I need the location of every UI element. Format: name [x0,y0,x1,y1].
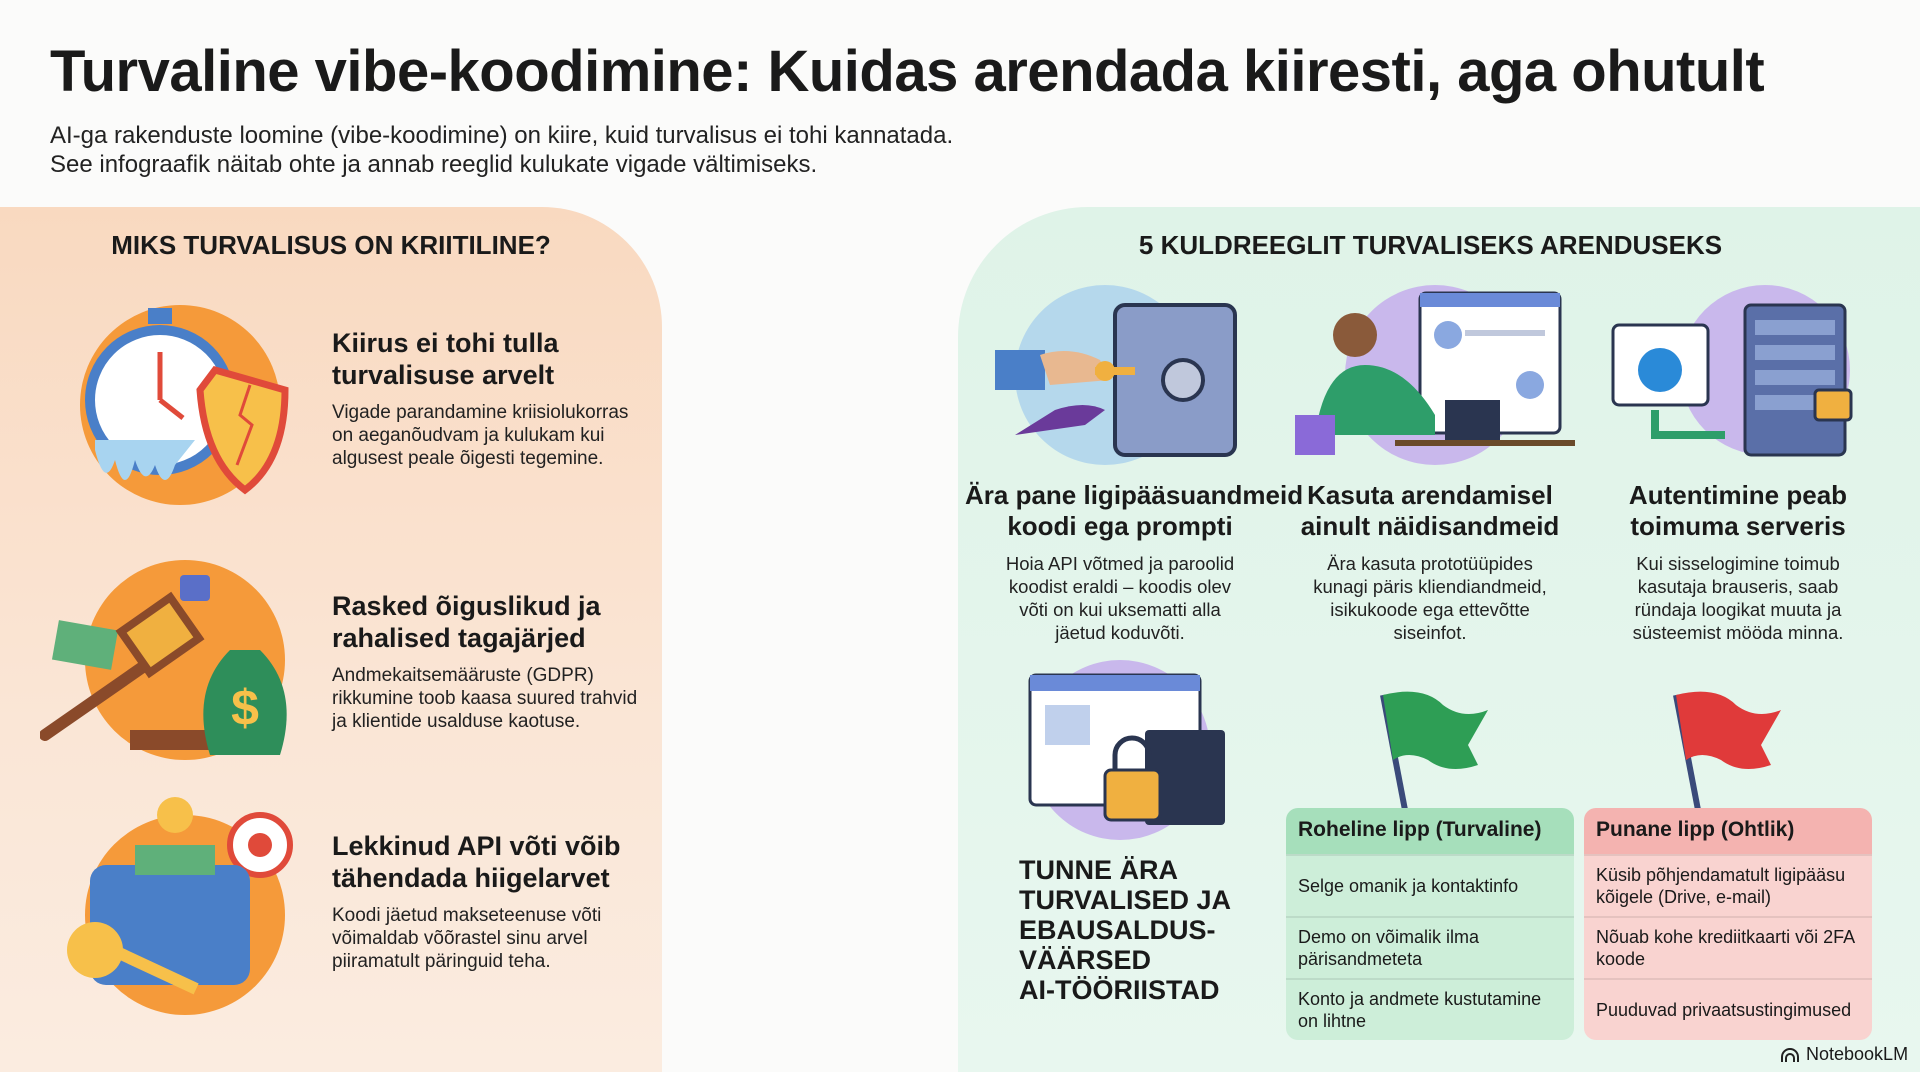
red-table-header: Punane lipp (Ohtlik) [1584,808,1872,854]
browser-server-lock-icon [1605,285,1875,465]
right-heading: 5 KULDREEGLIT TURVALISEKS ARENDUSEKS [1138,230,1723,260]
green-table-row: Selge omanik ja kontaktinfo [1286,854,1574,916]
reason-body: Koodi jäetud makseteenuse võti võimaldab võõrastel sinu arvel piiramatult päringuid teha. [332,905,602,972]
reason-title: Rasked õiguslikud ja rahalised tagajärjed [332,591,601,653]
rule4-line: EBAUSALDUS- [1019,915,1216,945]
reason-item-api-key [332,830,652,973]
red-table-row: Puuduvad privaatsustingimused [1584,978,1872,1040]
reason-item-legal [332,590,652,733]
rule-card-server-auth [1583,480,1893,644]
key-safe-icon [985,285,1255,465]
red-table-row: Nõuab kohe krediitkaarti või 2FA koode [1584,916,1872,978]
reason-body: Vigade parandamine kriisiolukorras on aeganõudvam ja kulukam kui algusest peale õigesti tegemine. [332,402,629,469]
green-table-header: Roheline lipp (Turvaline) [1286,808,1574,854]
left-heading: MIKS TURVALISUS ON KRIITILINE? [111,230,551,260]
rule4-line: VÄÄRSED [1019,945,1152,975]
developer-dummy-profiles-icon [1295,285,1575,465]
green-flag-table [1286,808,1574,1040]
red-flag-icon [1668,685,1788,810]
rule-body: Hoia API võtmed ja paroolid koodist eraldi – koodis olev võti on kui uksematti alla jäetud koduvõti. [1005,553,1235,643]
subtitle-line-2: See infograafik näitab ohte ja annab reeglid kulukate vigade vältimiseks. [50,151,818,178]
rule-title: Autentimine peab [1628,480,1848,510]
green-table-row: Konto ja andmete kustutamine on lihtne [1286,978,1574,1040]
rule-body: Ära kasuta prototüüpides kunagi päris kliendiandmeid, isikukoode ega ettevõtte siseinfot. [1313,553,1547,643]
subtitle-line-1: AI-ga rakenduste loomine (vibe-koodimine) on kiire, kuid turvalisus ei tohi kannatada. [50,122,954,149]
rule4-line: TURVALISED JA [1019,885,1232,915]
rule-card-credentials [965,480,1304,644]
browser-code-lock-icon [1010,655,1240,845]
wallet-key-target-icon [55,790,305,1020]
rule-title: Ära pane ligipääsuandmeid [965,480,1304,510]
rule-body: Kui sisselogimine toimub kasutaja brauseris, saab ründaja loogikat muuta ja süsteemist mööda minna. [1632,553,1844,643]
brand-label: NotebookLM [1806,1044,1909,1064]
rule4-line: AI-TÖÖRIISTAD [1019,975,1220,1005]
rule-title: ainult näidisandmeid [1300,511,1560,541]
red-flag-table [1584,808,1872,1040]
green-table-row: Demo on võimalik ilma pärisandmeteta [1286,916,1574,978]
melting-stopwatch-broken-shield-icon [65,290,305,510]
reason-title: Kiirus ei tohi tulla turvalisuse arvelt [332,328,559,390]
rule-card-ai-tools [1019,855,1239,1005]
svg-text:$: $ [231,680,259,736]
red-table-row: Küsib põhjendamatult ligipääsu kõigele (Drive, e-mail) [1584,854,1872,916]
reason-body: Andmekaitsemääruste (GDPR) rikkumine toob kaasa suured trahvid ja klientide usalduse kaotuse. [332,665,638,732]
rule-title: koodi ega prompti [1007,511,1233,541]
rule-card-dummy-data [1275,480,1585,644]
rule4-line: TUNNE ÄRA [1019,855,1178,885]
rule-title: toimuma serveris [1630,511,1846,541]
green-flag-icon [1375,685,1495,810]
notebooklm-logo-icon [1780,1047,1800,1063]
page-title: Turvaline vibe-koodimine: Kuidas arendada kiiresti, aga ohutult [50,39,1765,104]
reason-item-speed [332,327,652,470]
rule-title: Kasuta arendamisel [1307,480,1553,510]
reason-title: Lekkinud API võti võib tähendada hiigelarvet [332,831,621,893]
notebooklm-brand [1780,1044,1908,1065]
gavel-money-bag-icon [40,555,320,775]
